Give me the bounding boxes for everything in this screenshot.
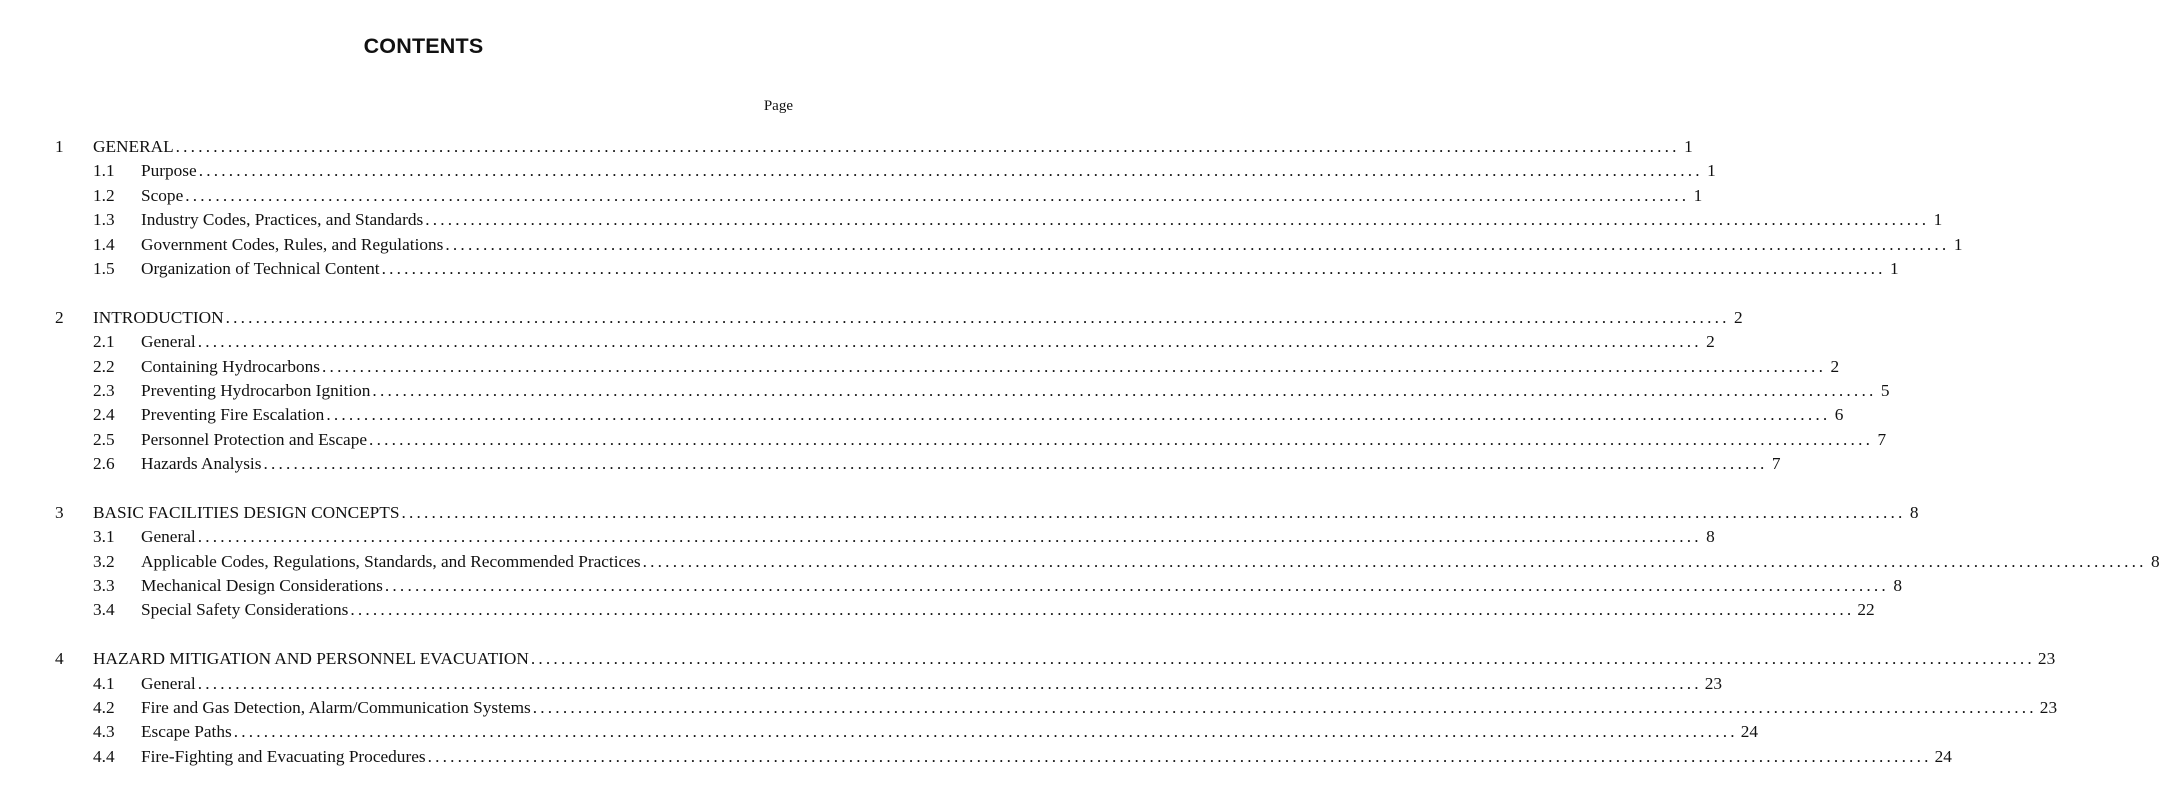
toc-dot-leader: ........................................................................................................................................................................................................: [530, 649, 2035, 669]
toc-entry-number: 4.3: [93, 722, 115, 742]
toc-entry-number: 3.1: [93, 527, 115, 547]
toc-entry-number: 3.2: [93, 551, 115, 571]
toc-dot-leader: ........................................................................................................................................................................................................: [326, 405, 1831, 425]
toc-subsection-entry[interactable]: [55, 330, 1715, 354]
toc-dot-leader: ........................................................................................................................................................................................................: [175, 137, 1680, 156]
toc-entry-number: 3.4: [93, 600, 115, 620]
toc-entry-title: General: [141, 527, 196, 547]
toc-entry-page-number: 5: [1880, 380, 1890, 400]
toc-dot-leader: ........................................................................................................................................................................................................: [350, 600, 1855, 620]
toc-subsection-entry[interactable]: [55, 355, 1840, 379]
toc-entry-page-number: 24: [1740, 722, 1759, 742]
toc-dot-leader: ........................................................................................................................................................................................................: [369, 429, 1874, 449]
toc-subsection-entry[interactable]: [55, 696, 2058, 720]
toc-entry-title: GENERAL: [93, 137, 174, 156]
toc-section-entry[interactable]: [55, 306, 1743, 330]
toc-entry-page-number: 2: [1706, 332, 1715, 352]
toc-entry-title: INTRODUCTION: [93, 307, 224, 327]
toc-entry-number: 1.5: [93, 258, 115, 278]
toc-entry-page-number: 22: [1857, 600, 1875, 620]
toc-subsection-entry[interactable]: [55, 159, 1716, 183]
toc-entry-title: Industry Codes, Practices, and Standards: [141, 210, 424, 230]
toc-entry-title: General: [141, 332, 196, 352]
toc-subsection-entry[interactable]: [55, 403, 1844, 427]
toc-entry-number: 1.1: [93, 161, 115, 181]
toc-entry-title: General: [141, 673, 196, 693]
toc-dot-leader: ........................................................................................................................................................................................................: [233, 722, 1738, 742]
page-title: CONTENTS: [363, 34, 484, 58]
toc-entry-page-number: 1: [1933, 210, 1943, 230]
toc-entry-title: Fire-Fighting and Evacuating Procedures: [141, 746, 426, 766]
toc-dot-leader: ........................................................................................................................................................................................................: [381, 258, 1886, 278]
toc-dot-leader: ........................................................................................................................................................................................................: [372, 380, 1877, 400]
toc-entry-title: Personnel Protection and Escape: [141, 429, 368, 449]
toc-entry-title: Applicable Codes, Regulations, Standards, and Recommended Practices: [141, 551, 641, 571]
toc-entry-title: BASIC FACILITIES DESIGN CONCEPTS: [93, 502, 400, 522]
toc-entry-page-number: 23: [1704, 673, 1723, 693]
toc-entry-number: 2.6: [93, 454, 115, 474]
toc-subsection-entry[interactable]: [55, 672, 1723, 696]
toc-entry-number: 4: [55, 649, 64, 669]
toc-entry-title: Special Safety Considerations: [141, 600, 349, 620]
toc-dot-leader: ........................................................................................................................................................................................................: [322, 356, 1827, 376]
toc-entry-page-number: 2: [1733, 307, 1743, 327]
toc-entry-title: Fire and Gas Detection, Alarm/Communication Systems: [141, 697, 531, 717]
toc-entry-number: 2.3: [93, 380, 115, 400]
toc-entry-title: Purpose: [141, 161, 197, 181]
toc-section-entry[interactable]: [55, 135, 1693, 159]
toc-dot-leader: ........................................................................................................................................................................................................: [197, 673, 1702, 693]
toc-dot-leader: ........................................................................................................................................................................................................: [445, 234, 1950, 254]
toc-section-entry[interactable]: [55, 647, 2056, 671]
toc-entry-title: HAZARD MITIGATION AND PERSONNEL EVACUATION: [93, 649, 529, 669]
toc-entry-number: 4.2: [93, 697, 115, 717]
toc-entry-page-number: 24: [1934, 746, 1952, 766]
toc-entry-page-number: 8: [1893, 576, 1902, 596]
toc-entry-number: 2.1: [93, 332, 115, 352]
toc-entry-page-number: 7: [1877, 429, 1887, 449]
toc-subsection-entry[interactable]: [55, 428, 1887, 452]
toc-dot-leader: ........................................................................................................................................................................................................: [384, 576, 1889, 596]
table-of-contents: [55, 135, 2160, 794]
toc-dot-leader: ........................................................................................................................................................................................................: [185, 185, 1690, 205]
toc-entry-number: 1: [55, 137, 64, 156]
toc-section-block: [55, 135, 1963, 281]
toc-entry-number: 1.3: [93, 210, 115, 230]
toc-entry-page-number: 1: [1684, 137, 1693, 156]
toc-section-block: [55, 647, 2058, 769]
toc-entry-title: Preventing Fire Escalation: [141, 405, 325, 425]
toc-entry-title: Hazards Analysis: [141, 454, 262, 474]
toc-subsection-entry[interactable]: [55, 550, 2160, 574]
toc-entry-title: Preventing Hydrocarbon Ignition: [141, 380, 371, 400]
toc-entry-page-number: 1: [1707, 161, 1716, 181]
toc-entry-page-number: 23: [2039, 697, 2058, 717]
toc-entry-title: Scope: [141, 185, 184, 205]
toc-entry-number: 1.2: [93, 185, 115, 205]
toc-dot-leader: ........................................................................................................................................................................................................: [197, 527, 1702, 547]
toc-entry-title: Mechanical Design Considerations: [141, 576, 383, 596]
toc-dot-leader: ........................................................................................................................................................................................................: [642, 551, 2147, 571]
toc-entry-number: 2.2: [93, 356, 115, 376]
toc-entry-page-number: 1: [1953, 234, 1963, 254]
page-column-header: Page: [763, 98, 793, 114]
toc-subsection-entry[interactable]: [55, 745, 1952, 769]
toc-entry-title: Organization of Technical Content: [141, 258, 380, 278]
toc-entry-number: 1.4: [93, 234, 115, 254]
toc-subsection-entry[interactable]: [55, 574, 1902, 598]
toc-section-block: [55, 501, 2160, 623]
toc-entry-page-number: 6: [1834, 405, 1844, 425]
toc-entry-page-number: 1: [1890, 258, 1899, 278]
toc-dot-leader: ........................................................................................................................................................................................................: [401, 502, 1906, 522]
toc-entry-page-number: 7: [1771, 454, 1781, 474]
toc-entry-number: 4.4: [93, 746, 115, 766]
toc-entry-number: 4.1: [93, 673, 115, 693]
toc-entry-number: 2.4: [93, 405, 115, 425]
toc-entry-title: Containing Hydrocarbons: [141, 356, 321, 376]
toc-dot-leader: ........................................................................................................................................................................................................: [198, 161, 1703, 181]
toc-entry-page-number: 8: [1706, 527, 1715, 547]
toc-subsection-entry[interactable]: [55, 598, 1875, 622]
toc-subsection-entry[interactable]: [55, 379, 1890, 403]
toc-subsection-entry[interactable]: [55, 233, 1963, 257]
toc-entry-page-number: 8: [2151, 551, 2160, 571]
toc-entry-page-number: 23: [2037, 649, 2056, 669]
toc-dot-leader: ........................................................................................................................................................................................................: [263, 454, 1768, 474]
toc-dot-leader: ........................................................................................................................................................................................................: [425, 210, 1930, 230]
toc-entry-number: 2.5: [93, 429, 115, 449]
toc-entry-title: Escape Paths: [141, 722, 232, 742]
toc-entry-page-number: 1: [1693, 185, 1703, 205]
toc-dot-leader: ........................................................................................................................................................................................................: [532, 697, 2037, 717]
toc-subsection-entry[interactable]: [55, 720, 1759, 744]
toc-subsection-entry[interactable]: [55, 452, 1781, 476]
toc-entry-number: 3.3: [93, 576, 115, 596]
toc-dot-leader: ........................................................................................................................................................................................................: [225, 307, 1730, 327]
toc-subsection-entry[interactable]: [55, 257, 1899, 281]
toc-subsection-entry[interactable]: [55, 184, 1703, 208]
toc-subsection-entry[interactable]: [55, 208, 1943, 232]
toc-entry-page-number: 8: [1909, 502, 1919, 522]
toc-dot-leader: ........................................................................................................................................................................................................: [427, 746, 1932, 766]
toc-subsection-entry[interactable]: [55, 525, 1715, 549]
toc-section-entry[interactable]: [55, 501, 1919, 525]
toc-dot-leader: ........................................................................................................................................................................................................: [197, 332, 1702, 352]
toc-entry-page-number: 2: [1830, 356, 1840, 376]
toc-section-block: [55, 306, 1890, 477]
toc-entry-title: Government Codes, Rules, and Regulations: [141, 234, 444, 254]
toc-entry-number: 2: [55, 307, 64, 327]
toc-entry-number: 3: [55, 502, 64, 522]
